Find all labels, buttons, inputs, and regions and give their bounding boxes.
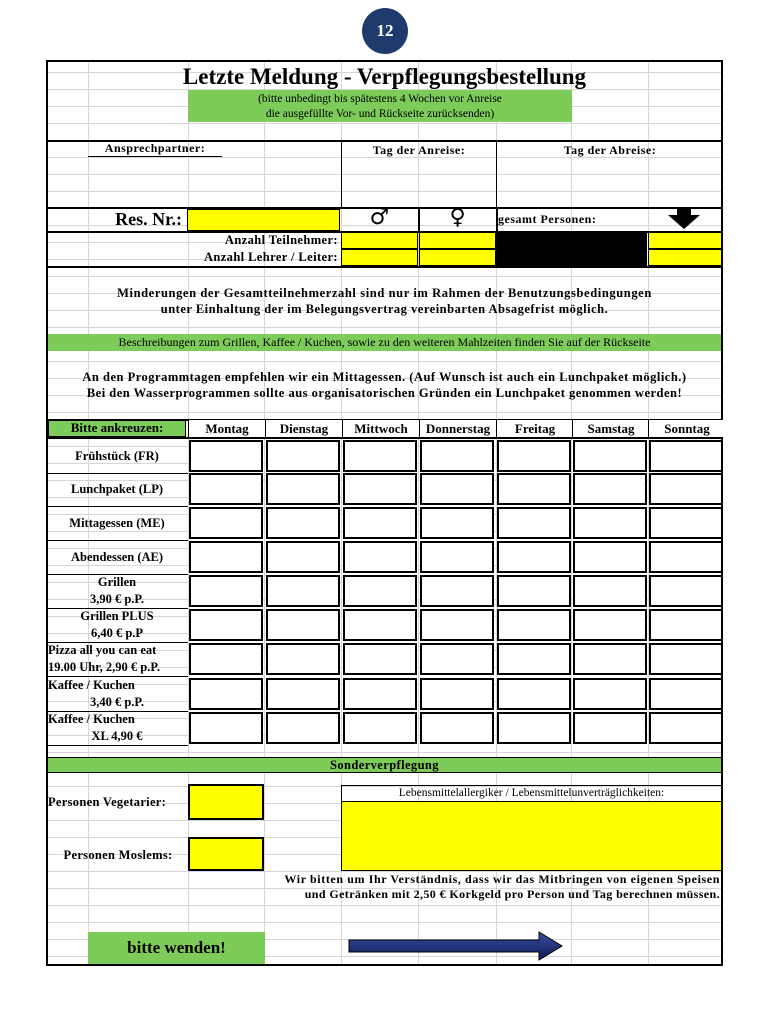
gridline (48, 327, 721, 328)
meal-checkbox-cell[interactable] (573, 643, 647, 675)
meal-label-line1: Kaffee / Kuchen (48, 678, 135, 692)
meal-checkbox-cell[interactable] (189, 712, 263, 744)
meal-checkbox-cell[interactable] (420, 643, 494, 675)
meal-checkbox-cell[interactable] (649, 609, 723, 641)
contact-label: Ansprechpartner: (88, 141, 222, 157)
descriptions-banner: Beschreibungen zum Grillen, Kaffee / Kuchen, sowie zu den weiteren Mahlzeiten finden Sie auf der Rückseite (48, 334, 721, 351)
meal-checkbox-cell[interactable] (497, 643, 571, 675)
meal-checkbox-cell[interactable] (573, 712, 647, 744)
deadline-note (188, 90, 572, 122)
participants-total-field[interactable] (648, 232, 722, 249)
meal-checkbox-cell[interactable] (573, 609, 647, 641)
meal-label-line2: 3,40 € p.P. (89, 695, 145, 709)
meal-checkbox-cell[interactable] (573, 575, 647, 607)
special-diet-heading: Sonderverpflegung (48, 757, 721, 773)
vegetarian-label: Personen Vegetarier: (48, 795, 167, 809)
meal-label (48, 608, 186, 642)
day-header-freitag: Freitag (496, 420, 573, 437)
meal-checkbox-cell[interactable] (343, 678, 417, 710)
meal-checkbox-cell[interactable] (649, 575, 723, 607)
meal-checkbox-cell[interactable] (420, 575, 494, 607)
meal-checkbox-cell[interactable] (649, 678, 723, 710)
turn-page-label: bitte wenden! (88, 932, 265, 964)
meal-label-line2: 19.00 Uhr, 2,90 € p.P. (48, 660, 160, 674)
meal-checkbox-cell[interactable] (497, 609, 571, 641)
meal-checkbox-cell[interactable] (420, 678, 494, 710)
meal-checkbox-cell[interactable] (420, 507, 494, 539)
meal-checkbox-cell[interactable] (343, 712, 417, 744)
page-number-badge: 12 (362, 8, 408, 54)
meal-label (48, 677, 186, 711)
meal-checkbox-cell[interactable] (189, 507, 263, 539)
day-header-dienstag: Dienstag (265, 420, 342, 437)
gridline (48, 752, 721, 753)
meal-checkbox-cell[interactable] (189, 609, 263, 641)
gridline (48, 905, 721, 906)
teachers-female-field[interactable] (419, 249, 496, 266)
meal-checkbox-cell[interactable] (649, 643, 723, 675)
meal-checkbox-cell[interactable] (573, 440, 647, 472)
meal-checkbox-cell[interactable] (266, 575, 340, 607)
meal-checkbox-cell[interactable] (420, 541, 494, 573)
gridline (48, 123, 721, 124)
meal-checkbox-cell[interactable] (420, 440, 494, 472)
reduction-notice-line2: unter Einhaltung der im Belegungsvertrag vereinbarten Absagefrist möglich. (160, 302, 609, 316)
meal-label-line1: Abendessen (AE) (70, 549, 164, 564)
meal-checkbox-cell[interactable] (266, 609, 340, 641)
res-number-label: Res. Nr.: (115, 209, 182, 229)
meal-checkbox-cell[interactable] (649, 541, 723, 573)
lunch-notice-line2: Bei den Wasserprogrammen sollte aus organisatorischen Gründen ein Lunchpaket genommen werden! (86, 386, 683, 400)
departure-field[interactable] (497, 156, 723, 207)
meal-checkbox-cell[interactable] (343, 541, 417, 573)
meal-label-line2: 3,90 € p.P. (89, 592, 145, 606)
meal-checkbox-cell[interactable] (649, 473, 723, 505)
meal-checkbox-cell[interactable] (189, 541, 263, 573)
day-header-montag: Montag (188, 420, 265, 437)
allergy-label: Lebensmittelallergiker / Lebensmittelunverträglichkeiten: (341, 785, 722, 801)
arrow-down-icon (666, 208, 702, 230)
meal-label-line2: 6,40 € p.P (90, 626, 144, 640)
check-label: Bitte ankreuzen: (48, 420, 186, 437)
meal-checkbox-cell[interactable] (266, 507, 340, 539)
day-header-samstag: Samstag (572, 420, 649, 437)
corkage-notice-line2: und Getränken mit 2,50 € Korkgeld pro Person und Tag berechnen müssen. (304, 887, 720, 901)
meal-label-line1: Pizza all you can eat (48, 643, 157, 657)
meal-label (48, 439, 186, 473)
meal-label-line1: Grillen (97, 575, 137, 589)
muslim-field[interactable] (188, 837, 264, 871)
blocked-cell (496, 232, 647, 266)
res-number-field[interactable] (187, 209, 340, 231)
meal-checkbox-cell[interactable] (573, 678, 647, 710)
meal-checkbox-cell[interactable] (266, 440, 340, 472)
day-header-donnerstag: Donnerstag (419, 420, 496, 437)
divider (418, 209, 420, 231)
meal-checkbox-cell[interactable] (497, 507, 571, 539)
meal-checkbox-cell[interactable] (573, 507, 647, 539)
meal-checkbox-cell[interactable] (497, 712, 571, 744)
meal-checkbox-cell[interactable] (497, 678, 571, 710)
meal-checkbox-cell[interactable] (420, 609, 494, 641)
meal-checkbox-cell[interactable] (497, 440, 571, 472)
vegetarian-field[interactable] (188, 784, 264, 820)
meal-checkbox-cell[interactable] (497, 473, 571, 505)
divider (46, 266, 723, 268)
gridline (48, 276, 721, 277)
meal-checkbox-cell[interactable] (266, 541, 340, 573)
meal-checkbox-cell[interactable] (649, 712, 723, 744)
meal-label-line1: Frühstück (FR) (75, 448, 159, 463)
meal-checkbox-cell[interactable] (343, 575, 417, 607)
total-persons-label: gesamt Personen: (498, 212, 597, 226)
corkage-notice-line1: Wir bitten um Ihr Verständnis, dass wir das Mitbringen von eigenen Speisen (284, 872, 720, 886)
arrival-label: Tag der Anreise: (372, 143, 466, 157)
meal-checkbox-cell[interactable] (649, 440, 723, 472)
meal-label (48, 711, 186, 745)
meal-label (48, 506, 186, 540)
deadline-note-line1: (bitte unbedingt bis spätestens 4 Wochen vor Anreise (258, 93, 502, 105)
meal-checkbox-cell[interactable] (497, 575, 571, 607)
departure-label: Tag der Abreise: (563, 143, 657, 157)
participants-male-field[interactable] (341, 232, 418, 249)
deadline-note-line2: die ausgefüllte Vor- und Rückseite zurücksenden) (265, 108, 495, 120)
meal-checkbox-cell[interactable] (573, 473, 647, 505)
meal-checkbox-cell[interactable] (266, 678, 340, 710)
meal-checkbox-cell[interactable] (343, 643, 417, 675)
meal-checkbox-cell[interactable] (343, 440, 417, 472)
meal-checkbox-cell[interactable] (266, 643, 340, 675)
meal-checkbox-cell[interactable] (573, 541, 647, 573)
gridline (48, 361, 721, 362)
meal-label (48, 642, 186, 676)
arrow-right-icon (347, 930, 565, 962)
meal-label-line1: Grillen PLUS (80, 609, 154, 623)
meal-label-line1: Mittagessen (ME) (69, 515, 165, 530)
meal-checkbox-cell[interactable] (266, 473, 340, 505)
meal-checkbox-cell[interactable] (343, 507, 417, 539)
meal-checkbox-cell[interactable] (497, 541, 571, 573)
meal-checkbox-cell[interactable] (343, 473, 417, 505)
meal-label-line1: Lunchpaket (LP) (70, 481, 164, 496)
meal-checkbox-cell[interactable] (420, 712, 494, 744)
meal-checkbox-cell[interactable] (649, 507, 723, 539)
allergy-field[interactable] (341, 801, 722, 871)
meal-checkbox-cell[interactable] (189, 643, 263, 675)
reduction-notice-line1: Minderungen der Gesamtteilnehmerzahl sind nur im Rahmen der Benutzungsbedingungen (117, 286, 652, 300)
male-icon: ♂ (369, 205, 390, 230)
muslim-label: Personen Moslems: (63, 848, 173, 862)
meal-label-line1: Kaffee / Kuchen (48, 712, 135, 726)
day-header-mittwoch: Mittwoch (342, 420, 419, 437)
meal-checkbox-cell[interactable] (189, 440, 263, 472)
participants-female-field[interactable] (419, 232, 496, 249)
meal-checkbox-cell[interactable] (189, 678, 263, 710)
form-title: Letzte Meldung - Verpflegungsbestellung (182, 64, 587, 89)
teachers-label: Anzahl Lehrer / Leiter: (203, 250, 338, 264)
teachers-total-field[interactable] (648, 249, 722, 266)
meal-checkbox-cell[interactable] (266, 712, 340, 744)
meal-label (48, 574, 186, 608)
lunch-notice-line1: An den Programmtagen empfehlen wir ein Mittagessen. (Auf Wunsch ist auch ein Lunchpaket möglich.) (82, 370, 687, 384)
participants-label: Anzahl Teilnehmer: (224, 233, 338, 247)
teachers-male-field[interactable] (341, 249, 418, 266)
divider (46, 745, 188, 746)
meal-checkbox-cell[interactable] (420, 473, 494, 505)
gridline (48, 412, 721, 413)
day-header-sonntag: Sonntag (648, 420, 725, 437)
divider (721, 886, 723, 903)
gridline (48, 922, 721, 923)
meal-label (48, 472, 186, 506)
meal-checkbox-cell[interactable] (343, 609, 417, 641)
meal-checkbox-cell[interactable] (189, 473, 263, 505)
contact-field[interactable] (88, 158, 338, 204)
female-icon: ♀ (449, 205, 466, 230)
meal-label-line2: XL 4,90 € (91, 729, 143, 743)
meal-checkbox-cell[interactable] (189, 575, 263, 607)
meal-label (48, 540, 186, 574)
